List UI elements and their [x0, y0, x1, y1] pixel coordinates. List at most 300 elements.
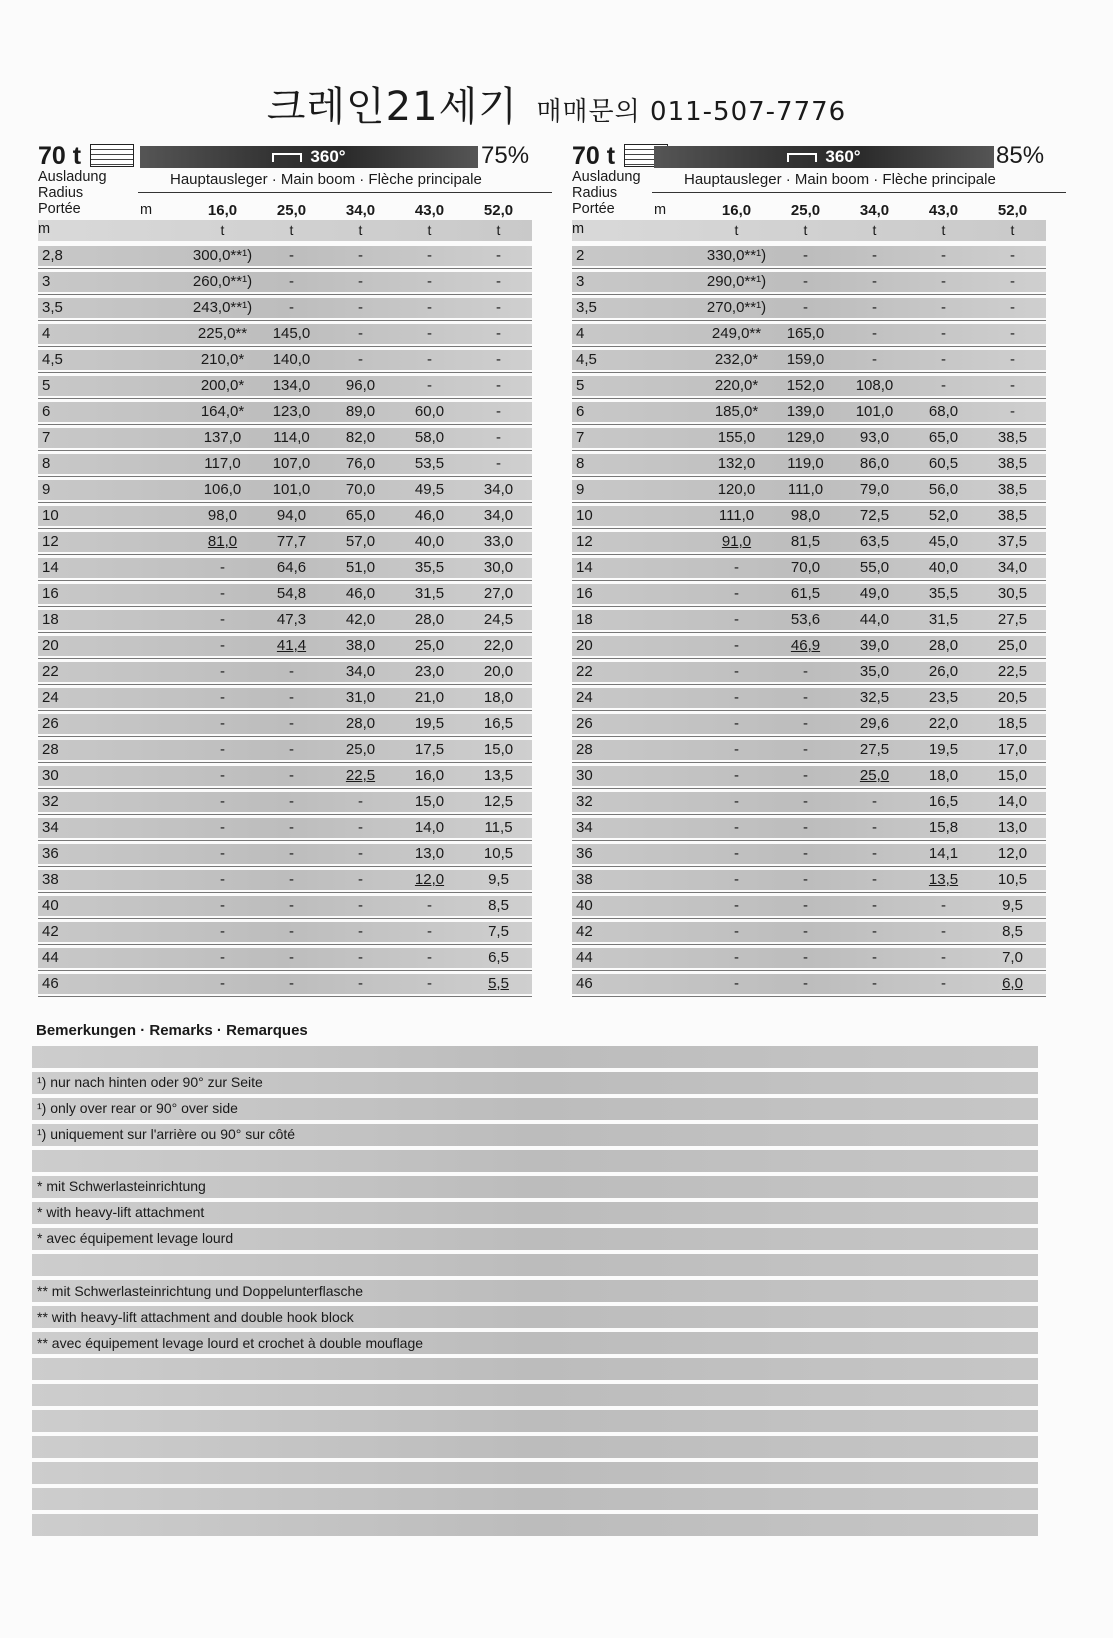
load-cell: -: [220, 663, 225, 680]
row-divider: [38, 736, 532, 737]
load-cell: 68,0: [928, 403, 959, 420]
radius-cell: 38: [576, 871, 593, 888]
radius-cell: 3,5: [576, 299, 597, 316]
load-cell: -: [358, 819, 363, 836]
load-cell: 77,7: [276, 533, 307, 550]
tonnage-label: 70 t: [572, 142, 616, 170]
row-divider: [572, 632, 1046, 633]
radius-cell: 16: [576, 585, 593, 602]
boom-length: 43,0: [928, 202, 959, 219]
load-cell: 81,5: [790, 533, 821, 550]
load-cell: 290,0**¹): [706, 273, 767, 290]
load-cell: 120,0: [717, 481, 756, 498]
load-cell: -: [872, 273, 877, 290]
load-cell: 65,0: [345, 507, 376, 524]
radius-label: Radius: [38, 185, 84, 201]
row-divider: [572, 996, 1046, 997]
radius-cell: 22: [42, 663, 59, 680]
radius-cell: 3,5: [42, 299, 63, 316]
row-divider: [38, 476, 532, 477]
load-cell: 155,0: [717, 429, 756, 446]
row-divider: [572, 970, 1046, 971]
load-cell: 55,0: [859, 559, 890, 576]
radius-cell: 9: [576, 481, 585, 498]
load-cell: -: [872, 247, 877, 264]
load-cell: -: [358, 325, 363, 342]
row-divider: [572, 580, 1046, 581]
load-cell: 14,0: [414, 819, 445, 836]
load-cell: 31,5: [414, 585, 445, 602]
load-cell: 34,0: [483, 481, 514, 498]
remark-line: ** with heavy-lift attachment and double hook block: [37, 1309, 354, 1325]
radius-cell: 28: [576, 741, 593, 758]
row-divider: [572, 268, 1046, 269]
row-divider: [38, 658, 532, 659]
radius-cell: 46: [42, 975, 59, 992]
load-cell: -: [734, 715, 739, 732]
load-cell: 140,0: [272, 351, 311, 368]
radius-cell: 16: [42, 585, 59, 602]
load-cell: 51,0: [345, 559, 376, 576]
load-cell: -: [803, 247, 808, 264]
load-cell: 114,0: [273, 429, 310, 446]
radius-cell: 3: [576, 273, 585, 290]
load-cell: -: [1010, 273, 1015, 290]
row-divider: [38, 502, 532, 503]
load-cell: -: [289, 819, 294, 836]
length-unit: m: [654, 202, 667, 218]
radius-label: Portée: [572, 201, 615, 217]
load-cell: 6,5: [488, 949, 509, 966]
load-cell: 21,0: [414, 689, 445, 706]
load-cell: 20,0: [483, 663, 514, 680]
load-cell: -: [289, 793, 294, 810]
row-divider: [38, 970, 532, 971]
load-cell: -: [872, 975, 877, 992]
load-cell: 10,5: [483, 845, 514, 862]
row-divider: [38, 710, 532, 711]
load-cell: 22,0: [483, 637, 514, 654]
load-cell: -: [358, 949, 363, 966]
load-cell: 119,0: [787, 455, 824, 472]
load-cell: -: [803, 793, 808, 810]
load-cell: -: [358, 975, 363, 992]
rotation-label: 360°: [825, 147, 861, 166]
row-divider: [38, 424, 532, 425]
remark-band: [32, 1046, 1038, 1068]
load-cell: 19,5: [928, 741, 959, 758]
load-cell: 64,6: [276, 559, 307, 576]
contact-info: 매매문의 011-507-7776: [536, 97, 847, 127]
load-cell: 46,0: [414, 507, 445, 524]
load-cell: 25,0: [997, 637, 1028, 654]
load-cell: 132,0: [717, 455, 756, 472]
rotation-bar: [654, 146, 994, 168]
radius-cell: 12: [42, 533, 59, 550]
load-cell: 8,5: [1002, 923, 1023, 940]
row-divider: [38, 684, 532, 685]
load-cell: -: [220, 767, 225, 784]
load-cell: -: [220, 819, 225, 836]
radius-cell: 10: [42, 507, 59, 524]
load-cell: -: [496, 377, 501, 394]
row-divider: [38, 814, 532, 815]
radius-cell: 14: [576, 559, 593, 576]
row-divider: [38, 580, 532, 581]
load-cell: 185,0*: [714, 403, 759, 420]
length-unit: m: [140, 202, 153, 218]
load-cell: 35,5: [414, 559, 445, 576]
radius-cell: 4: [42, 325, 51, 342]
load-cell: -: [872, 325, 877, 342]
load-cell: -: [734, 819, 739, 836]
remark-band: [32, 1150, 1038, 1172]
radius-cell: 4: [576, 325, 585, 342]
radius-cell: 8: [576, 455, 585, 472]
load-cell: 23,5: [928, 689, 959, 706]
radius-cell: 9: [42, 481, 51, 498]
load-cell: 152,0: [786, 377, 825, 394]
radius-cell: 36: [42, 845, 59, 862]
load-cell: -: [289, 949, 294, 966]
load-cell: -: [734, 663, 739, 680]
load-cell: -: [803, 741, 808, 758]
load-cell: -: [289, 975, 294, 992]
radius-cell: 44: [42, 949, 59, 966]
load-cell: 38,0: [345, 637, 376, 654]
remark-band: [32, 1358, 1038, 1380]
radius-cell: 12: [576, 533, 593, 550]
load-cell: 123,0: [272, 403, 311, 420]
load-cell: -: [872, 897, 877, 914]
load-cell: 25,0: [414, 637, 445, 654]
load-cell: -: [220, 949, 225, 966]
load-cell: 34,0: [997, 559, 1028, 576]
load-cell: -: [734, 637, 739, 654]
load-cell: -: [220, 689, 225, 706]
load-cell: -: [803, 923, 808, 940]
load-cell: 42,0: [345, 611, 376, 628]
load-cell: 27,5: [997, 611, 1028, 628]
load-cell: -: [496, 429, 501, 446]
load-cell: 28,0: [414, 611, 445, 628]
load-cell: 89,0: [345, 403, 376, 420]
row-divider: [38, 450, 532, 451]
load-cell: -: [220, 975, 225, 992]
radius-cell: 34: [42, 819, 59, 836]
load-cell: -: [358, 351, 363, 368]
remark-band: [32, 1514, 1038, 1536]
load-cell: -: [358, 299, 363, 316]
load-cell: 28,0: [928, 637, 959, 654]
radius-cell: 44: [576, 949, 593, 966]
load-cell: 37,5: [997, 533, 1028, 550]
load-cell: -: [941, 975, 946, 992]
row-divider: [572, 736, 1046, 737]
tonnage-label: 70 t: [38, 142, 82, 170]
load-cell: -: [289, 871, 294, 888]
load-cell: 17,5: [414, 741, 445, 758]
row-divider: [572, 528, 1046, 529]
load-cell: -: [734, 897, 739, 914]
load-cell: 70,0: [790, 559, 821, 576]
radius-cell: 7: [42, 429, 51, 446]
load-cell: -: [1010, 247, 1015, 264]
radius-cell: 8: [42, 455, 51, 472]
load-cell: 15,8: [928, 819, 959, 836]
load-cell: -: [803, 273, 808, 290]
load-cell: -: [872, 793, 877, 810]
load-cell: 11,5: [484, 819, 513, 836]
load-cell: -: [941, 351, 946, 368]
load-cell: 5,5: [488, 975, 509, 992]
load-cell: -: [427, 325, 432, 342]
radius-cell: 30: [42, 767, 59, 784]
load-cell: 111,0: [787, 481, 824, 498]
load-cell: 13,0: [414, 845, 445, 862]
load-cell: 111,0: [718, 507, 755, 524]
load-cell: 35,0: [859, 663, 890, 680]
load-cell: -: [734, 949, 739, 966]
load-unit: t: [289, 222, 294, 238]
radius-cell: 32: [576, 793, 593, 810]
load-cell: -: [220, 793, 225, 810]
row-divider: [572, 814, 1046, 815]
load-cell: -: [220, 923, 225, 940]
load-cell: -: [734, 871, 739, 888]
load-cell: -: [734, 793, 739, 810]
radius-cell: 42: [42, 923, 59, 940]
load-unit: t: [941, 222, 946, 238]
load-cell: -: [289, 299, 294, 316]
boom-length: 52,0: [483, 202, 514, 219]
load-cell: 58,0: [414, 429, 445, 446]
row-divider: [38, 398, 532, 399]
row-divider: [572, 346, 1046, 347]
row-divider: [572, 944, 1046, 945]
load-cell: -: [803, 715, 808, 732]
load-cell: 82,0: [345, 429, 376, 446]
load-cell: -: [427, 377, 432, 394]
radius-cell: 40: [42, 897, 59, 914]
load-cell: 19,5: [414, 715, 445, 732]
load-cell: 243,0**¹): [192, 299, 253, 316]
load-cell: 35,5: [928, 585, 959, 602]
boom-label: Hauptausleger · Main boom · Flèche principale: [684, 171, 996, 188]
load-cell: -: [1010, 377, 1015, 394]
row-divider: [572, 450, 1046, 451]
load-cell: -: [496, 455, 501, 472]
load-cell: 30,0: [483, 559, 514, 576]
load-cell: -: [803, 767, 808, 784]
row-divider: [572, 762, 1046, 763]
boom-length: 34,0: [345, 202, 376, 219]
radius-label: Ausladung: [38, 169, 107, 185]
load-cell: 61,5: [790, 585, 821, 602]
load-cell: 220,0*: [714, 377, 759, 394]
radius-cell: 24: [42, 689, 59, 706]
boom-length: 25,0: [276, 202, 307, 219]
radius-cell: 14: [42, 559, 59, 576]
company-name: 크레인21세기: [266, 84, 518, 130]
load-cell: 260,0**¹): [192, 273, 253, 290]
load-cell: -: [872, 923, 877, 940]
load-cell: 40,0: [414, 533, 445, 550]
load-cell: -: [1010, 351, 1015, 368]
load-cell: 15,0: [997, 767, 1028, 784]
boom-length: 25,0: [790, 202, 821, 219]
load-cell: 270,0**¹): [706, 299, 767, 316]
boom-length: 34,0: [859, 202, 890, 219]
load-cell: -: [803, 949, 808, 966]
load-cell: 26,0: [928, 663, 959, 680]
load-cell: 13,0: [997, 819, 1028, 836]
load-cell: -: [289, 715, 294, 732]
load-cell: 12,5: [483, 793, 514, 810]
load-cell: -: [803, 819, 808, 836]
load-unit: t: [220, 222, 225, 238]
row-divider: [572, 372, 1046, 373]
row-divider: [38, 606, 532, 607]
load-cell: -: [496, 325, 501, 342]
load-cell: 117,0: [204, 455, 241, 472]
radius-label: Portée: [38, 201, 81, 217]
row-divider: [38, 788, 532, 789]
page-title: [0, 75, 1113, 132]
remark-line: ¹) uniquement sur l'arrière ou 90° sur côté: [37, 1126, 296, 1142]
load-cell: -: [872, 845, 877, 862]
load-cell: 24,5: [483, 611, 514, 628]
radius-cell: 4,5: [576, 351, 597, 368]
load-cell: -: [496, 351, 501, 368]
load-cell: -: [220, 559, 225, 576]
boom-length: 52,0: [997, 202, 1028, 219]
load-cell: 159,0: [786, 351, 825, 368]
load-cell: -: [496, 299, 501, 316]
load-cell: 10,5: [997, 871, 1028, 888]
load-cell: -: [220, 585, 225, 602]
load-cell: -: [734, 923, 739, 940]
load-cell: -: [941, 299, 946, 316]
load-cell: 93,0: [859, 429, 890, 446]
load-cell: 164,0*: [200, 403, 245, 420]
radius-cell: 34: [576, 819, 593, 836]
load-cell: 38,5: [997, 455, 1028, 472]
row-divider: [38, 554, 532, 555]
load-cell: -: [496, 403, 501, 420]
load-cell: 6,0: [1002, 975, 1023, 992]
load-cell: 25,0: [859, 767, 890, 784]
load-unit: t: [496, 222, 501, 238]
outrigger-icon: [90, 144, 134, 167]
load-cell: -: [803, 975, 808, 992]
radius-cell: 22: [576, 663, 593, 680]
load-cell: 225,0**: [197, 325, 248, 342]
counterweight-percent: 85%: [996, 142, 1045, 169]
load-cell: 30,5: [997, 585, 1028, 602]
load-cell: 101,0: [272, 481, 311, 498]
remark-band: [32, 1384, 1038, 1406]
load-cell: -: [734, 975, 739, 992]
remark-band: [32, 1254, 1038, 1276]
load-cell: -: [427, 299, 432, 316]
load-cell: -: [872, 871, 877, 888]
load-cell: 45,0: [928, 533, 959, 550]
load-cell: -: [872, 299, 877, 316]
load-cell: 70,0: [345, 481, 376, 498]
row-divider: [572, 554, 1046, 555]
load-cell: 52,0: [928, 507, 959, 524]
load-cell: 106,0: [203, 481, 242, 498]
radius-cell: 6: [576, 403, 585, 420]
radius-labels: [38, 169, 107, 217]
row-divider: [38, 294, 532, 295]
load-cell: 27,5: [859, 741, 890, 758]
row-divider: [38, 528, 532, 529]
load-cell: -: [734, 741, 739, 758]
load-cell: 38,5: [997, 481, 1028, 498]
load-cell: 32,5: [859, 689, 890, 706]
load-cell: 72,5: [859, 507, 890, 524]
load-cell: 46,0: [345, 585, 376, 602]
load-cell: -: [941, 247, 946, 264]
load-cell: 29,6: [859, 715, 890, 732]
load-cell: -: [427, 247, 432, 264]
row-divider: [38, 762, 532, 763]
load-cell: -: [427, 949, 432, 966]
load-cell: 86,0: [859, 455, 890, 472]
load-units: [188, 222, 533, 238]
load-cell: 14,0: [997, 793, 1028, 810]
load-cell: -: [803, 897, 808, 914]
load-units: [702, 222, 1047, 238]
load-cell: -: [289, 897, 294, 914]
load-cell: 13,5: [483, 767, 514, 784]
load-cell: 94,0: [276, 507, 307, 524]
load-cell: -: [289, 273, 294, 290]
load-cell: -: [220, 715, 225, 732]
radius-unit: m: [38, 221, 51, 237]
boom-length: 43,0: [414, 202, 445, 219]
load-cell: -: [1010, 403, 1015, 420]
remark-line: * with heavy-lift attachment: [37, 1204, 205, 1220]
row-divider: [572, 476, 1046, 477]
row-divider: [38, 996, 532, 997]
load-cell: 18,5: [997, 715, 1028, 732]
remark-line: ** avec équipement levage lourd et crochet à double mouflage: [37, 1335, 424, 1351]
radius-cell: 20: [42, 637, 59, 654]
radius-cell: 28: [42, 741, 59, 758]
load-cell: 145,0: [272, 325, 311, 342]
load-cell: -: [734, 689, 739, 706]
row-divider: [38, 944, 532, 945]
remark-line: * avec équipement levage lourd: [37, 1230, 234, 1246]
radius-cell: 38: [42, 871, 59, 888]
radius-cell: 18: [42, 611, 59, 628]
load-cell: 200,0*: [200, 377, 245, 394]
load-cell: 16,5: [483, 715, 514, 732]
load-cell: -: [734, 559, 739, 576]
load-cell: 53,5: [414, 455, 445, 472]
row-divider: [572, 658, 1046, 659]
row-divider: [38, 268, 532, 269]
load-cell: 23,0: [414, 663, 445, 680]
radius-labels: [572, 169, 641, 217]
load-cell: 31,5: [928, 611, 959, 628]
table-header: [572, 142, 1090, 250]
load-cell: -: [289, 247, 294, 264]
load-cell: 34,0: [345, 663, 376, 680]
